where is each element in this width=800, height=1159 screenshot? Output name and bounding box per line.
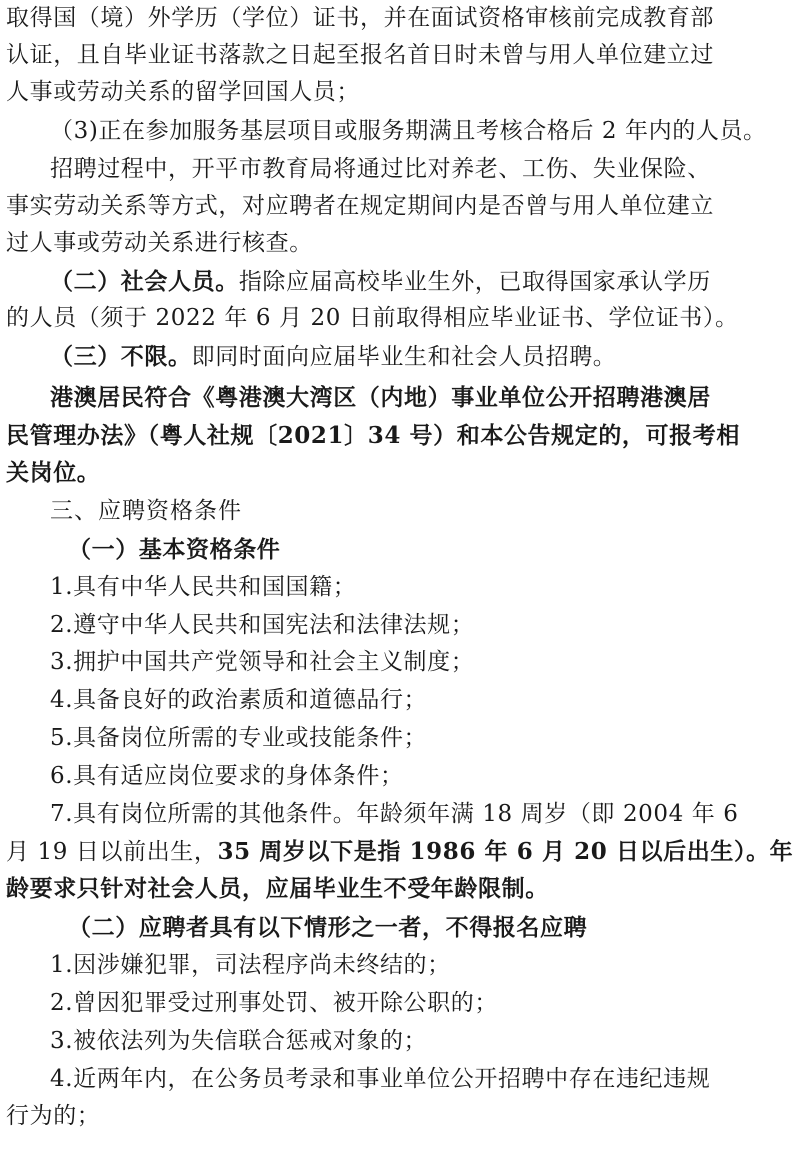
list-item: 4.近两年内，在公务员考录和事业单位公开招聘中存在违纪违规 bbox=[50, 1066, 711, 1092]
paragraph-line bbox=[50, 263, 800, 301]
paragraph-line: 招聘过程中，开平市教育局将通过比对养老、工伤、失业保险、 bbox=[50, 156, 711, 182]
list-item: 2.遵守中华人民共和国宪法和法律法规； bbox=[50, 612, 475, 638]
paragraph-line: 行为的； bbox=[6, 1103, 101, 1129]
paragraph-line: 关岗位。 bbox=[6, 459, 101, 486]
line-text: 月 19 日以前出生， bbox=[6, 839, 218, 865]
paragraph-line: 认证，且自毕业证书落款之日起至报名首日时未曾与用人单位建立过 bbox=[6, 42, 714, 68]
paragraph-line: 事实劳动关系等方式，对应聘者在规定期间内是否曾与用人单位建立 bbox=[6, 193, 714, 219]
paragraph-line: 港澳居民符合《粤港澳大湾区（内地）事业单位公开招聘港澳居 bbox=[50, 384, 711, 411]
list-item: 4.具备良好的政治素质和道德品行； bbox=[50, 687, 428, 713]
list-item: 3.拥护中国共产党领导和社会主义制度； bbox=[50, 649, 475, 675]
list-item: 2.曾因犯罪受过刑事处罚、被开除公职的； bbox=[50, 990, 498, 1016]
subsection-heading: （一）基本资格条件 bbox=[68, 536, 281, 563]
paragraph-line: 取得国（境）外学历（学位）证书，并在面试资格审核前完成教育部 bbox=[6, 5, 714, 31]
paragraph-line bbox=[50, 338, 800, 376]
list-item: 5.具备岗位所需的专业或技能条件； bbox=[50, 725, 428, 751]
paragraph-line bbox=[6, 833, 794, 871]
paragraph-line: 龄要求只针对社会人员，应届毕业生不受年龄限制。 bbox=[6, 875, 549, 902]
section-heading: 三、应聘资格条件 bbox=[50, 498, 242, 524]
subsection-heading: （二）应聘者具有以下情形之一者，不得报名应聘 bbox=[68, 914, 588, 941]
list-item: 7.具有岗位所需的其他条件。年龄须年满 18 周岁（即 2004 年 6 bbox=[50, 801, 739, 827]
bold-term: （二）社会人员。 bbox=[50, 268, 239, 295]
list-item: 1.因涉嫌犯罪，司法程序尚未终结的； bbox=[50, 952, 451, 978]
bold-term: 35 周岁以下是指 1986 年 6 月 20 日以后出生）。年 bbox=[217, 838, 794, 865]
line-text: 指除应届高校毕业生外，已取得国家承认学历 bbox=[238, 269, 711, 295]
line-text: 即同时面向应届毕业生和社会人员招聘。 bbox=[191, 344, 617, 370]
paragraph-line: 的人员（须于 2022 年 6 月 20 日前取得相应毕业证书、学位证书）。 bbox=[6, 305, 739, 331]
list-item: 6.具有适应岗位要求的身体条件； bbox=[50, 763, 404, 789]
paragraph-line: 民管理办法》（粤人社规〔2021〕34 号）和本公告规定的，可报考相 bbox=[6, 422, 740, 449]
paragraph-line: 人事或劳动关系的留学回国人员； bbox=[6, 79, 360, 105]
paragraph-line: （3)正在参加服务基层项目或服务期满且考核合格后 2 年内的人员。 bbox=[50, 118, 767, 144]
list-item: 1.具有中华人民共和国国籍； bbox=[50, 574, 357, 600]
list-item: 3.被依法列为失信联合惩戒对象的； bbox=[50, 1028, 428, 1054]
bold-term: （三）不限。 bbox=[50, 343, 192, 370]
paragraph-line: 过人事或劳动关系进行核查。 bbox=[6, 230, 313, 256]
